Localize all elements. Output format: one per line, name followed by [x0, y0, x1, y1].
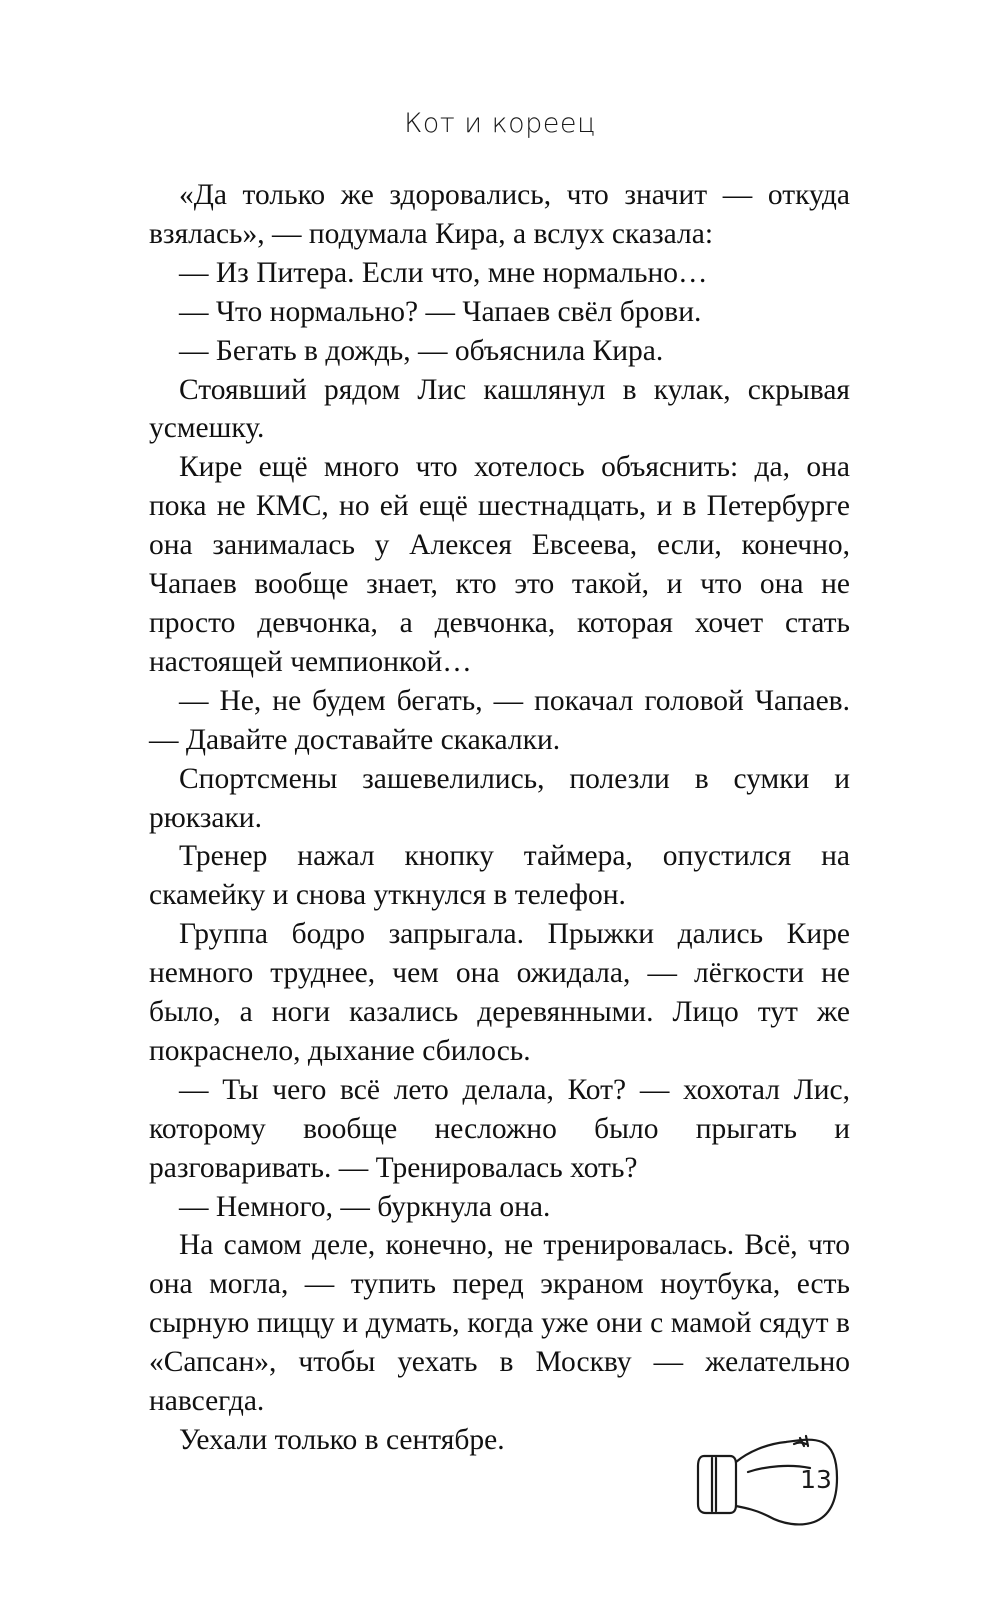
paragraph: Группа бодро запрыгала. Прыжки дались Кире немного труднее, чем она ожидала, — лёгкости не было, а ноги казались деревянными. Лицо тут же покраснело, дыхание сбилось. [149, 918, 850, 1067]
paragraph: Спортсмены зашевелились, полезли в сумки и рюкзаки. [149, 762, 850, 834]
paragraph: — Бегать в дождь, — объяснила Кира. [179, 334, 664, 367]
paragraph: «Да только же здоровались, что значит — откуда взялась», — подумала Кира, а вслух сказала: [149, 179, 850, 250]
paragraph: — Не, не будем бегать, — покачал головой Чапаев. — Давайте доставайте скакалки. [149, 684, 850, 756]
paragraph: Тренер нажал кнопку таймера, опустился на скамейку и снова уткнулся в телефон. [149, 840, 850, 912]
paragraph: На самом деле, конечно, не тренировалась. Всё, что она могла, — тупить перед экраном ноутбука, есть сырную пиццу и думать, когда уже они с мамой сядут в «Сапсан», чтобы уехать в Москву — желательно навсегда. [149, 1229, 850, 1418]
page-number: 13 [800, 1465, 832, 1494]
body-text [149, 176, 850, 1460]
paragraph: — Немного, — буркнула она. [179, 1190, 551, 1223]
paragraph: Стоявший рядом Лис кашлянул в кулак, скрывая усмешку. [149, 373, 850, 445]
paragraph: — Что нормально? — Чапаев свёл брови. [179, 295, 702, 328]
paragraph: — Ты чего всё лето делала, Кот? — хохотал Лис, которому вообще несложно было прыгать и разговаривать. — Тренировалась хоть? [149, 1073, 850, 1184]
page-number-badge [690, 1412, 840, 1530]
paragraph: — Из Питера. Если что, мне нормально… [179, 256, 708, 289]
running-title: Кот и кореец [404, 108, 596, 139]
paragraph: Кире ещё много что хотелось объяснить: да, она пока не КМС, но ей ещё шестнадцать, и в Петербурге она занималась у Алексея Евсеева, если, конечно, Чапаев вообще знает, кто это такой, и что она не просто девчонка, а девчонка, которая хочет стать настоящей чемпионкой… [149, 451, 850, 678]
paragraph: Уехали только в сентябре. [179, 1424, 505, 1456]
